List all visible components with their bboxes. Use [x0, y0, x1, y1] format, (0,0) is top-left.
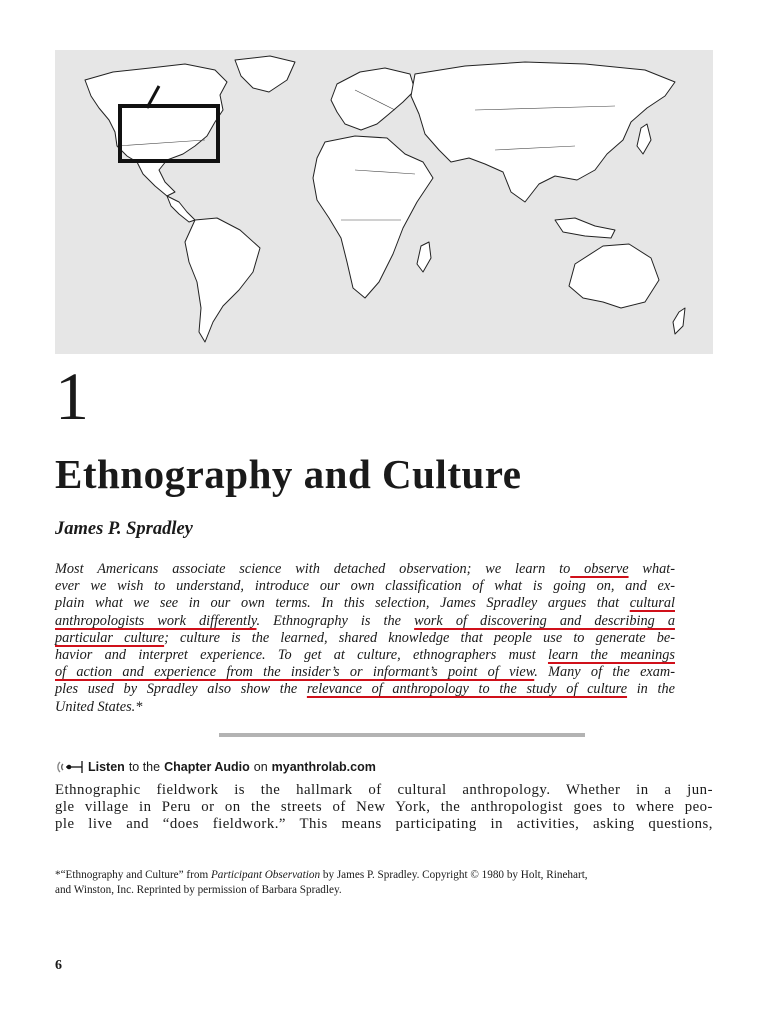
- abstract-line: [55, 561, 675, 578]
- body-line: Ethnographic fieldwork is the hallmark of cultural anthropology. Whether in a jun-: [55, 782, 713, 798]
- abstract-text: ; culture is the learned, shared knowledge that people use to generate be-: [164, 629, 675, 646]
- abstract-text: Most Americans associate science with detached observation; we learn to: [55, 561, 571, 577]
- central-america: [167, 196, 195, 222]
- abstract-line: [55, 630, 675, 647]
- highlighted-phrase: work of discovering and describing a: [414, 612, 675, 629]
- australia: [569, 244, 659, 308]
- highlighted-phrase: learn the meanings: [547, 647, 675, 664]
- footnote-line-2: and Winston, Inc. Reprinted by permission of Barbara Spradley.: [55, 884, 342, 896]
- page-number: 6: [55, 958, 62, 973]
- footnote-text: by James P. Spradley. Copyright © 1980 by Holt, Rinehart,: [320, 869, 588, 881]
- audio-speaker-icon[interactable]: [56, 759, 84, 775]
- abstract-line: [55, 595, 675, 612]
- highlighted-phrase: cultural: [629, 595, 675, 612]
- asia: [411, 62, 675, 202]
- highlighted-phrase: observe: [570, 561, 629, 577]
- abstract-text: what-: [628, 561, 675, 577]
- world-map: [55, 50, 713, 354]
- footnote-book-title: Participant Observation: [210, 869, 321, 881]
- abstract-text: . Ethnography is the: [256, 612, 415, 629]
- footnote-text: *“Ethnography and Culture” from: [55, 869, 211, 881]
- body-paragraph: [55, 782, 713, 833]
- chapter-number: 1: [55, 358, 89, 434]
- footnote-line-1: [55, 868, 715, 883]
- highlighted-phrase: particular culture: [55, 629, 165, 646]
- abstract-line: [55, 578, 675, 595]
- chapter-author: James P. Spradley: [55, 519, 193, 539]
- abstract-line: [55, 647, 675, 664]
- world-map-figure: [55, 50, 713, 354]
- highlighted-phrase: of action and experience from the insider’s or informant’s point of view: [55, 664, 535, 681]
- to-the-text: to the: [128, 760, 161, 774]
- japan: [637, 124, 651, 154]
- audio-callout[interactable]: [56, 758, 376, 776]
- new-zealand: [673, 308, 685, 334]
- africa: [313, 136, 433, 298]
- chapter-title: Ethnography and Culture: [55, 451, 522, 497]
- abstract-text: plain what we see in our own terms. In this selection, James Spradley argues that: [55, 595, 630, 612]
- abstract-line: [55, 681, 675, 698]
- abstract-text: . Many of the exam-: [534, 664, 676, 681]
- copyright-footnote: [55, 868, 715, 898]
- abstract-line: [55, 613, 675, 630]
- listen-label: Listen: [88, 760, 125, 774]
- indonesia: [555, 218, 615, 238]
- abstract-text: United States.*: [55, 698, 143, 715]
- highlighted-phrase: relevance of anthropology to the study of culture: [306, 681, 628, 698]
- abstract-text: ever we wish to understand, introduce our own classification of what is going on, and ex-: [55, 578, 675, 595]
- section-divider: [219, 733, 585, 737]
- highlighted-phrase: anthropologists work differently: [55, 612, 257, 629]
- abstract-text: ples used by Spradley also show the: [55, 681, 307, 698]
- south-america: [185, 218, 260, 342]
- abstract-text: havior and interpret experience. To get at culture, ethnographers must: [55, 647, 548, 664]
- myanthrolab-link[interactable]: myanthrolab.com: [271, 760, 376, 774]
- greenland: [235, 56, 295, 92]
- body-line: gle village in Peru or on the streets of New York, the anthropologist goes to where peo-: [55, 799, 713, 815]
- abstract-text: in the: [627, 681, 675, 698]
- body-line: ple live and “does fieldwork.” This means participating in activities, asking questions,: [55, 816, 713, 832]
- chapter-audio-label: Chapter Audio: [164, 760, 250, 774]
- abstract-line: [55, 664, 675, 681]
- abstract-line: [55, 699, 675, 716]
- madagascar: [417, 242, 431, 272]
- on-text: on: [253, 760, 268, 774]
- north-america: [85, 64, 227, 196]
- chapter-abstract: [55, 561, 675, 716]
